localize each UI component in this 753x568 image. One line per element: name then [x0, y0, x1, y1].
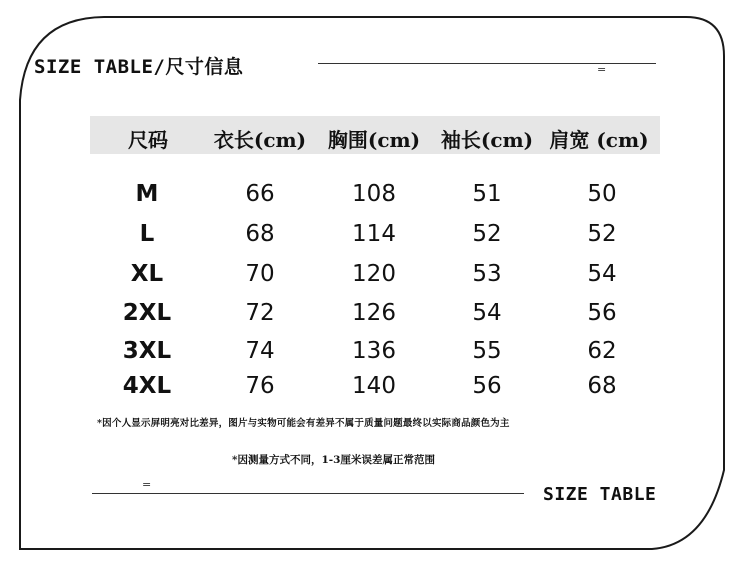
- table-cell: 4XL: [122, 373, 172, 399]
- header-length: 衣长(cm): [213, 128, 307, 152]
- table-cell: 120: [352, 261, 396, 287]
- table-cell: 62: [587, 338, 617, 364]
- page-title: SIZE TABLE/尺寸信息: [34, 56, 244, 78]
- bottom-title: SIZE TABLE: [543, 484, 657, 505]
- disclaimer-measurement-note: *因测量方式不同，1-3厘米误差属正常范围: [232, 454, 435, 466]
- table-cell: 56: [472, 373, 502, 399]
- table-cell: 51: [472, 181, 502, 207]
- table-cell: XL: [130, 261, 164, 287]
- table-cell: 68: [587, 373, 617, 399]
- table-cell: L: [139, 221, 155, 247]
- table-cell: 52: [587, 221, 617, 247]
- table-cell: 52: [472, 221, 502, 247]
- table-cell: 66: [245, 181, 275, 207]
- table-cell: 54: [472, 300, 502, 326]
- table-cell: 70: [245, 261, 275, 287]
- table-cell: 76: [245, 373, 275, 399]
- header-shoulder: 肩宽 (cm): [549, 128, 649, 152]
- header-size: 尺码: [128, 128, 168, 152]
- table-cell: 114: [352, 221, 396, 247]
- header-chest: 胸围(cm): [327, 128, 421, 152]
- table-cell: 54: [587, 261, 617, 287]
- header-sleeve: 袖长(cm): [440, 128, 534, 152]
- top-mark: =: [597, 63, 607, 76]
- table-cell: 136: [352, 338, 396, 364]
- disclaimer-color-note: *因个人显示屏明亮对比差异，图片与实物可能会有差异不属于质量问题最终以实际商品颜色为主: [97, 418, 510, 429]
- table-cell: 50: [587, 181, 617, 207]
- table-cell: 56: [587, 300, 617, 326]
- table-cell: 74: [245, 338, 275, 364]
- table-cell: 72: [245, 300, 275, 326]
- bottom-mark: =: [142, 478, 152, 491]
- table-cell: 108: [352, 181, 396, 207]
- table-cell: 140: [352, 373, 396, 399]
- table-cell: 68: [245, 221, 275, 247]
- table-cell: 3XL: [122, 338, 172, 364]
- table-cell: M: [135, 181, 159, 207]
- table-cell: 55: [472, 338, 502, 364]
- table-cell: 126: [352, 300, 396, 326]
- bottom-divider-line: [92, 493, 524, 494]
- table-cell: 53: [472, 261, 502, 287]
- table-cell: 2XL: [122, 300, 172, 326]
